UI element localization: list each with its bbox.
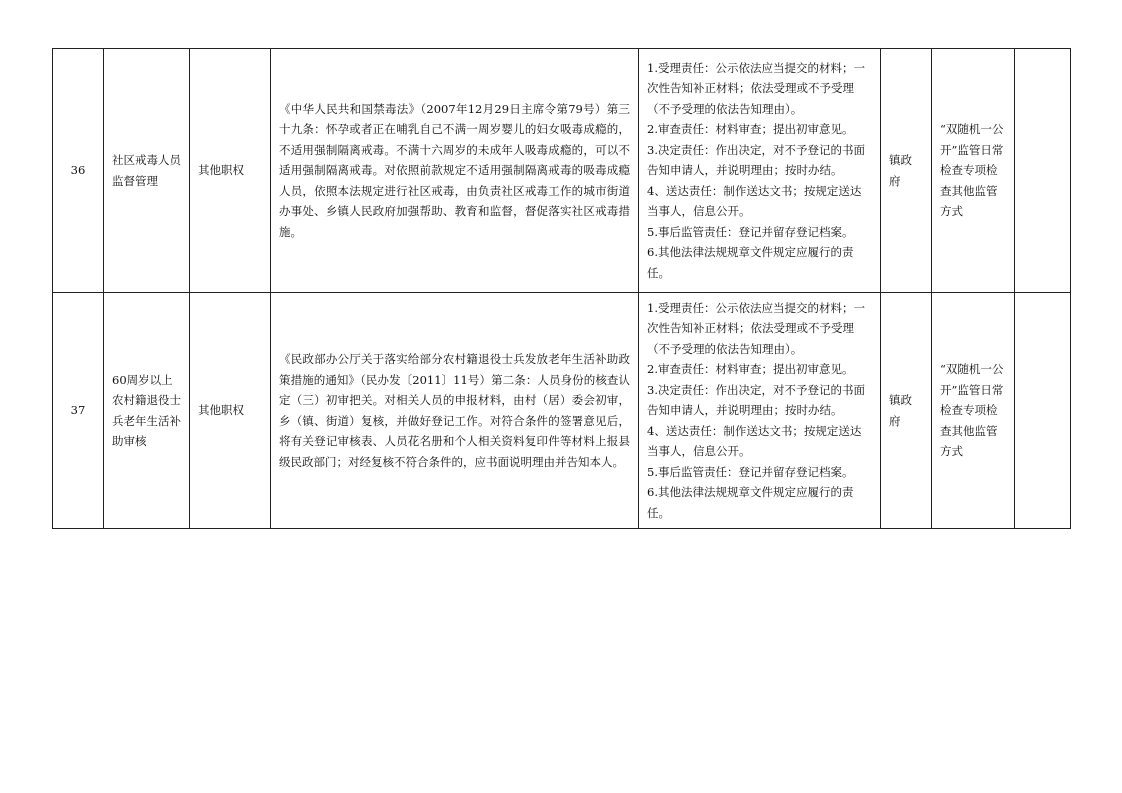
responsibility-list bbox=[639, 49, 881, 293]
row-number: 37 bbox=[53, 293, 104, 529]
power-category: 其他职权 bbox=[190, 293, 271, 529]
responsibility-item: 2.审查责任：材料审查；提出初审意见。 bbox=[647, 362, 854, 377]
duty-table bbox=[52, 48, 1071, 529]
legal-basis: 《中华人民共和国禁毒法》（2007年12月29日主席令第79号）第三十九条：怀孕或者正在哺乳自己不满一周岁婴儿的妇女吸毒成瘾的，不适用强制隔离戒毒。不满十六周岁的未成年人吸毒成瘾的，可以不适用强制隔离戒毒。对依照前款规定不适用强制隔离戒毒的吸毒成瘾人员，依照本法规定进行社区戒毒，由负责社区戒毒工作的城市街道办事处、乡镇人民政府加强帮助、教育和监督，督促落实社区戒毒措施。 bbox=[271, 49, 639, 293]
item-name: 60周岁以上农村籍退役士兵老年生活补助审核 bbox=[104, 293, 190, 529]
legal-basis: 《民政部办公厅关于落实给部分农村籍退役士兵发放老年生活补助政策措施的通知》（民办发〔2011〕11号）第二条：人员身份的核查认定（三）初审把关。对相关人员的申报材料，由村（居）委会初审，乡（镇、街道）复核，并做好登记工作。对符合条件的签署意见后，将有关登记审核表、人员花名册和个人相关资料复印件等材料上报县级民政部门；对经复核不符合条件的，应书面说明理由并告知本人。 bbox=[271, 293, 639, 529]
responsibility-item: 2.审查责任：材料审查；提出初审意见。 bbox=[647, 122, 854, 137]
remark-cell bbox=[1015, 293, 1071, 529]
remark-cell bbox=[1015, 49, 1071, 293]
responsibility-item: 1.受理责任：公示依法应当提交的材料；一次性告知补正材料；依法受理或不予受理（不予受理的依法告知理由）。 bbox=[647, 60, 865, 116]
row-number: 36 bbox=[53, 49, 104, 293]
responsibility-item: 5.事后监管责任：登记并留存登记档案。 bbox=[647, 464, 854, 479]
responsibility-item: 4、送达责任：制作送达文书；按规定送达当事人，信息公开。 bbox=[647, 423, 862, 459]
power-category: 其他职权 bbox=[190, 49, 271, 293]
responsibility-item: 3.决定责任：作出决定，对不予登记的书面告知申请人，并说明理由；按时办结。 bbox=[647, 382, 865, 418]
supervision-methods: “双随机一公开”监管日常检查专项检查其他监管方式 bbox=[932, 293, 1015, 529]
responsibility-list bbox=[639, 293, 881, 529]
responsibility-item: 4、送达责任：制作送达文书；按规定送达当事人，信息公开。 bbox=[647, 183, 862, 219]
responsibility-item: 1.受理责任：公示依法应当提交的材料；一次性告知补正材料；依法受理或不予受理（不予受理的依法告知理由）。 bbox=[647, 300, 865, 356]
table-row bbox=[53, 49, 1071, 293]
responsible-subject: 镇政府 bbox=[881, 49, 932, 293]
table-row bbox=[53, 293, 1071, 529]
item-name: 社区戒毒人员监督管理 bbox=[104, 49, 190, 293]
responsible-subject: 镇政府 bbox=[881, 293, 932, 529]
responsibility-item: 6.其他法律法规规章文件规定应履行的责任。 bbox=[647, 245, 854, 280]
responsibility-item: 3.决定责任：作出决定，对不予登记的书面告知申请人，并说明理由；按时办结。 bbox=[647, 142, 865, 178]
responsibility-item: 5.事后监管责任：登记并留存登记档案。 bbox=[647, 224, 854, 239]
responsibility-item: 6.其他法律法规规章文件规定应履行的责任。 bbox=[647, 485, 854, 520]
supervision-methods: “双随机一公开”监管日常检查专项检查其他监管方式 bbox=[932, 49, 1015, 293]
